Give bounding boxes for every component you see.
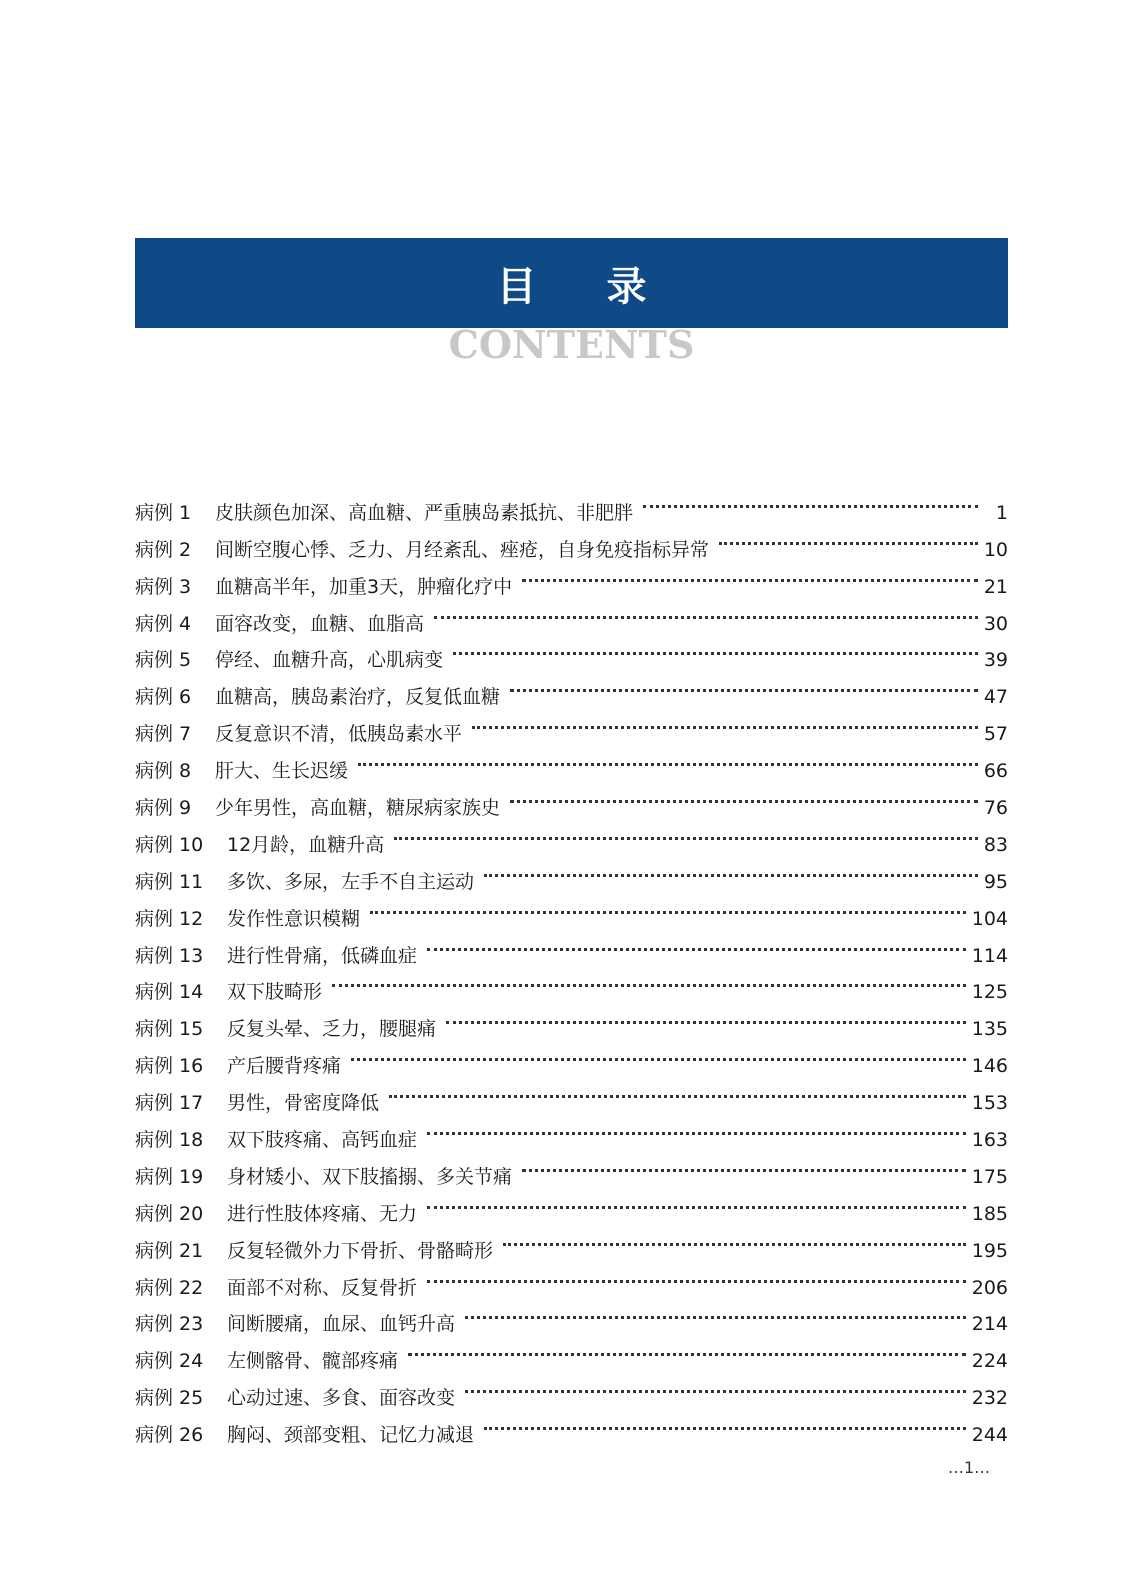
case-title: 反复头晕、乏力，腰腿痛 xyxy=(227,1018,437,1041)
contents-subtitle: CONTENTS xyxy=(448,322,695,367)
page-number-ref: 57 xyxy=(983,723,1008,746)
case-title: 肝大、生长迟缓 xyxy=(215,760,349,783)
case-title: 间断空腹心悸、乏力、月经紊乱、痤疮，自身免疫指标异常 xyxy=(215,538,710,561)
case-title: 面容改变，血糖、血脂高 xyxy=(215,612,425,635)
dot-leader xyxy=(408,1330,966,1367)
dot-leader xyxy=(351,1035,966,1072)
page-number-ref: 1 xyxy=(995,501,1008,524)
dot-leader xyxy=(358,740,978,777)
case-label: 病例 20 xyxy=(135,1202,204,1225)
dot-leader xyxy=(427,925,966,962)
case-title: 心动过速、多食、面容改变 xyxy=(227,1387,456,1410)
case-title: 皮肤颜色加深、高血糖、严重胰岛素抵抗、非肥胖 xyxy=(215,501,634,524)
case-label: 病例 25 xyxy=(135,1387,204,1410)
case-label: 病例 9 xyxy=(135,797,192,820)
case-title: 发作性意识模糊 xyxy=(227,907,361,930)
case-label: 病例 3 xyxy=(135,575,192,598)
dot-leader xyxy=(394,814,978,851)
dot-leader xyxy=(510,666,978,703)
page-number-ref: 30 xyxy=(983,612,1008,635)
case-label: 病例 24 xyxy=(135,1350,204,1373)
case-title: 进行性肢体疼痛、无力 xyxy=(227,1202,418,1225)
case-label: 病例 15 xyxy=(135,1018,204,1041)
dot-leader xyxy=(522,1146,966,1183)
case-label: 病例 14 xyxy=(135,981,204,1004)
dot-leader xyxy=(427,1257,966,1294)
case-label: 病例 26 xyxy=(135,1424,204,1447)
case-label: 病例 1 xyxy=(135,501,192,524)
page-number-ref: 114 xyxy=(971,944,1008,967)
case-title: 男性，骨密度降低 xyxy=(227,1092,380,1115)
case-title: 血糖高半年，加重3天，肿瘤化疗中 xyxy=(215,575,513,598)
page-number-ref: 10 xyxy=(983,538,1008,561)
case-title: 双下肢疼痛、高钙血症 xyxy=(227,1129,418,1152)
page-number-ref: 214 xyxy=(971,1313,1008,1336)
case-title: 反复意识不清，低胰岛素水平 xyxy=(215,723,463,746)
case-label: 病例 6 xyxy=(135,686,192,709)
page-number-ref: 21 xyxy=(983,575,1008,598)
case-title: 反复轻微外力下骨折、骨骼畸形 xyxy=(227,1239,494,1262)
case-label: 病例 23 xyxy=(135,1313,204,1336)
case-title: 多饮、多尿，左手不自主运动 xyxy=(227,870,475,893)
case-label: 病例 5 xyxy=(135,649,192,672)
case-label: 病例 11 xyxy=(135,870,204,893)
dot-leader xyxy=(389,1072,966,1109)
page-number-ref: 163 xyxy=(971,1129,1008,1152)
case-label: 病例 19 xyxy=(135,1165,204,1188)
dot-leader xyxy=(453,630,978,667)
case-title: 血糖高，胰岛素治疗，反复低血糖 xyxy=(215,686,501,709)
case-title: 少年男性，高血糖，糖尿病家族史 xyxy=(215,797,501,820)
case-label: 病例 10 xyxy=(135,833,204,856)
dot-leader xyxy=(465,1294,966,1331)
case-label: 病例 16 xyxy=(135,1055,204,1078)
dot-leader xyxy=(434,593,978,630)
case-label: 病例 12 xyxy=(135,907,204,930)
case-title: 间断腰痛，血尿、血钙升高 xyxy=(227,1313,456,1336)
dot-leader xyxy=(503,1220,966,1257)
case-title: 产后腰背疼痛 xyxy=(227,1055,342,1078)
case-label: 病例 2 xyxy=(135,538,192,561)
case-title: 面部不对称、反复骨折 xyxy=(227,1276,418,1299)
case-title: 左侧髂骨、髋部疼痛 xyxy=(227,1350,399,1373)
dot-leader xyxy=(427,1183,966,1220)
case-label: 病例 17 xyxy=(135,1092,204,1115)
case-label: 病例 7 xyxy=(135,723,192,746)
page-number-ref: 175 xyxy=(971,1165,1008,1188)
case-title: 身材矮小、双下肢搐搦、多关节痛 xyxy=(227,1165,513,1188)
dot-leader xyxy=(510,777,978,814)
dot-leader xyxy=(465,1367,966,1404)
case-label: 病例 4 xyxy=(135,612,192,635)
dot-leader xyxy=(332,962,966,999)
case-label: 病例 18 xyxy=(135,1129,204,1152)
page-number-ref: 206 xyxy=(971,1276,1008,1299)
page-number-ref: 104 xyxy=(971,907,1008,930)
dot-leader xyxy=(370,888,966,925)
contents-banner xyxy=(135,238,1008,328)
case-label: 病例 21 xyxy=(135,1239,204,1262)
dot-leader xyxy=(427,1109,966,1146)
page-number-ref: 185 xyxy=(971,1202,1008,1225)
page-number-ref: 153 xyxy=(971,1092,1008,1115)
case-title: 12月龄，血糖升高 xyxy=(227,833,385,856)
page-number-ref: 66 xyxy=(983,760,1008,783)
case-label: 病例 8 xyxy=(135,760,192,783)
page-number-ref: 232 xyxy=(971,1387,1008,1410)
page-number-ref: 244 xyxy=(971,1424,1008,1447)
dot-leader xyxy=(484,851,978,888)
page-number-ref: 135 xyxy=(971,1018,1008,1041)
dot-leader xyxy=(472,703,978,740)
dot-leader xyxy=(522,556,978,593)
page-number-ref: 195 xyxy=(971,1239,1008,1262)
dot-leader xyxy=(719,519,978,556)
case-title: 双下肢畸形 xyxy=(227,981,323,1004)
page-title: 目录 xyxy=(496,263,717,310)
page-number-ref: 39 xyxy=(983,649,1008,672)
case-title: 胸闷、颈部变粗、记忆力减退 xyxy=(227,1424,475,1447)
page-number: …1… xyxy=(948,1458,991,1477)
page-number-ref: 95 xyxy=(983,870,1008,893)
table-of-contents xyxy=(135,482,1008,1447)
page-number-ref: 146 xyxy=(971,1055,1008,1078)
dot-leader xyxy=(446,998,966,1035)
dot-leader xyxy=(643,482,978,519)
page-number-ref: 125 xyxy=(971,981,1008,1004)
page-number-ref: 47 xyxy=(983,686,1008,709)
page-number-ref: 76 xyxy=(983,797,1008,820)
case-title: 停经、血糖升高，心肌病变 xyxy=(215,649,444,672)
toc-entry[interactable] xyxy=(135,482,1008,524)
case-label: 病例 22 xyxy=(135,1276,204,1299)
page-number-ref: 83 xyxy=(983,833,1008,856)
case-title: 进行性骨痛，低磷血症 xyxy=(227,944,418,967)
page-number-ref: 224 xyxy=(971,1350,1008,1373)
dot-leader xyxy=(484,1404,966,1441)
case-label: 病例 13 xyxy=(135,944,204,967)
